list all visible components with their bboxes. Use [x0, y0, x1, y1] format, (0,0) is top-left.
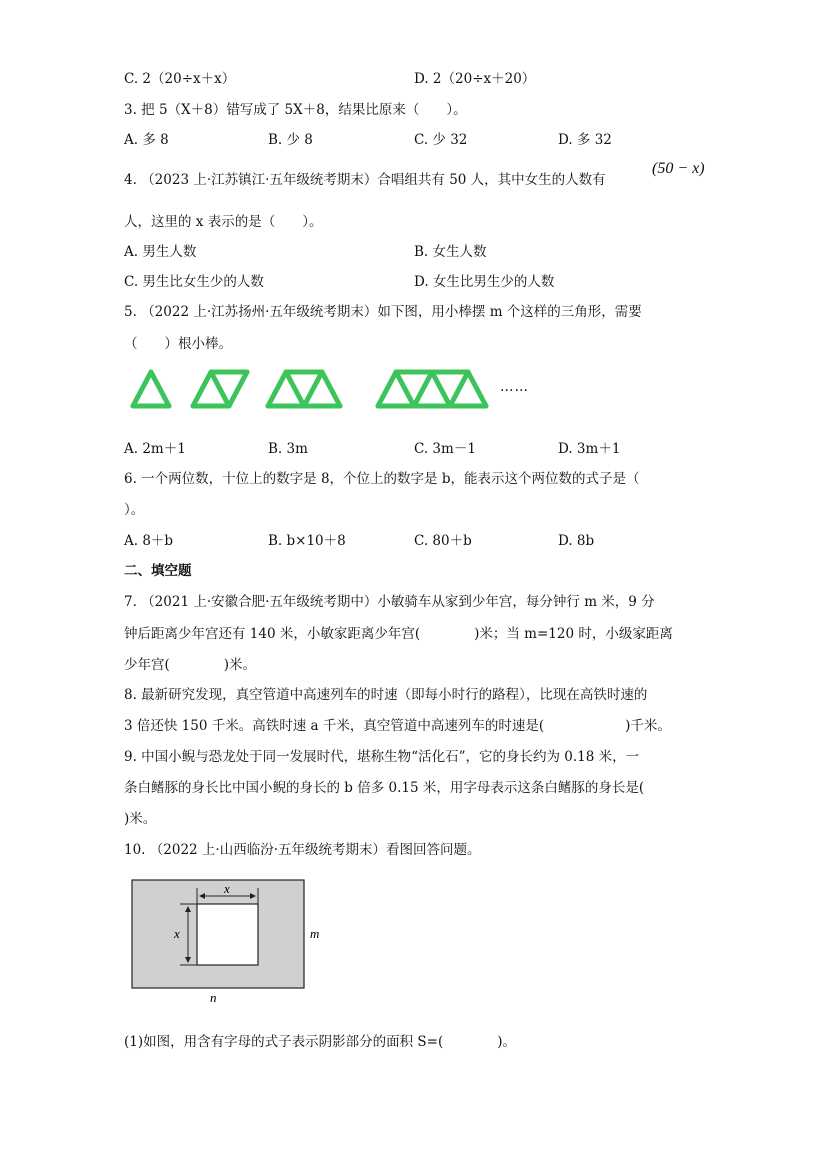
triangle-group-2	[193, 372, 247, 406]
label-x-left: x	[174, 926, 180, 941]
q4-option-a: A. 男生人数	[124, 244, 197, 260]
q5-stem-line1: 5. （2022 上·江苏扬州·五年级统考期末）如下图，用小棒摆 m 个这样的三角形，需要	[124, 304, 642, 320]
label-x-top: x	[224, 881, 230, 896]
q4-stem-line1: 4. （2023 上·江苏镇江·五年级统考期末）合唱组共有 50 人，其中女生的人数有	[124, 172, 606, 188]
q8-line2: 3 倍还快 150 千米。高铁时速 a 千米，真空管道中高速列车的时速是( )千米。	[124, 718, 671, 734]
q6-option-a: A. 8＋b	[124, 533, 174, 549]
stick-triangles-figure	[128, 366, 548, 416]
q6-option-b: B. b×10＋8	[268, 533, 346, 549]
label-n: n	[210, 990, 217, 1005]
q3-option-d: D. 多 32	[558, 132, 612, 148]
q5-option-d: D. 3m＋1	[558, 441, 621, 457]
q3-option-a: A. 多 8	[124, 132, 169, 148]
q6-option-d: D. 8b	[558, 533, 595, 549]
q5-option-c: C. 3m－1	[414, 441, 476, 457]
label-m: m	[310, 926, 320, 941]
q5-stem-line2: （ ）根小棒。	[124, 336, 232, 352]
q6-stem-line2: ）。	[124, 502, 145, 518]
rectangle-figure	[128, 876, 348, 1006]
q5-option-b: B. 3m	[268, 441, 308, 457]
q2-option-d: D. 2（20÷x＋20）	[414, 71, 536, 87]
q9-line2: 条白鳍豚的身长比中国小鲵的身长的 b 倍多 0.15 米，用字母表示这条白鳍豚的身长是(	[124, 780, 645, 796]
q4-formula: (50 − x)	[652, 160, 705, 177]
q6-stem-line1: 6. 一个两位数，十位上的数字是 8，个位上的数字是 b，能表示这个两位数的式子是（	[124, 471, 640, 487]
q9-line1: 9. 中国小鲵与恐龙处于同一发展时代，堪称生物“活化石”，它的身长约为 0.18 米，一	[124, 749, 640, 765]
q3-option-c: C. 少 32	[414, 132, 468, 148]
triangle-group-3	[268, 372, 340, 406]
q5-option-a: A. 2m＋1	[124, 441, 186, 457]
q7-line3: 少年宫( )米。	[124, 657, 257, 673]
q7-line2: 钟后距离少年宫还有 140 米，小敏家距离少年宫( )米；当 m=120 时，小级家距离	[124, 626, 673, 642]
q4-option-c: C. 男生比女生少的人数	[124, 274, 264, 290]
q9-line3: )米。	[124, 811, 157, 827]
inner-square	[197, 904, 258, 965]
q10-sub1: (1)如图，用含有字母的式子表示阴影部分的面积 S=( )。	[124, 1034, 517, 1050]
q10-stem: 10. （2022 上·山西临汾·五年级统考期末）看图回答问题。	[124, 842, 481, 858]
q4-stem-line2: 人，这里的 x 表示的是（ ）。	[124, 214, 323, 230]
q8-line1: 8. 最新研究发现，真空管道中高速列车的时速（即每小时行的路程），比现在高铁时速的	[124, 687, 648, 703]
q6-option-c: C. 80＋b	[414, 533, 472, 549]
q3-stem: 3. 把 5（X＋8）错写成了 5X＋8，结果比原来（ ）。	[124, 102, 467, 118]
q4-option-b: B. 女生人数	[414, 244, 487, 260]
triangle-group-1	[133, 372, 169, 406]
q5-ellipsis: ……	[500, 379, 529, 395]
section-title: 二、填空题	[124, 563, 192, 579]
triangle-group-4	[378, 372, 486, 406]
q7-line1: 7. （2021 上·安徽合肥·五年级统考期中）小敏骑车从家到少年宫，每分钟行 m 米，9 分	[124, 594, 655, 610]
q3-option-b: B. 少 8	[268, 132, 313, 148]
q4-option-d: D. 女生比男生少的人数	[414, 274, 555, 290]
q2-option-c: C. 2（20÷x＋x）	[124, 71, 236, 87]
